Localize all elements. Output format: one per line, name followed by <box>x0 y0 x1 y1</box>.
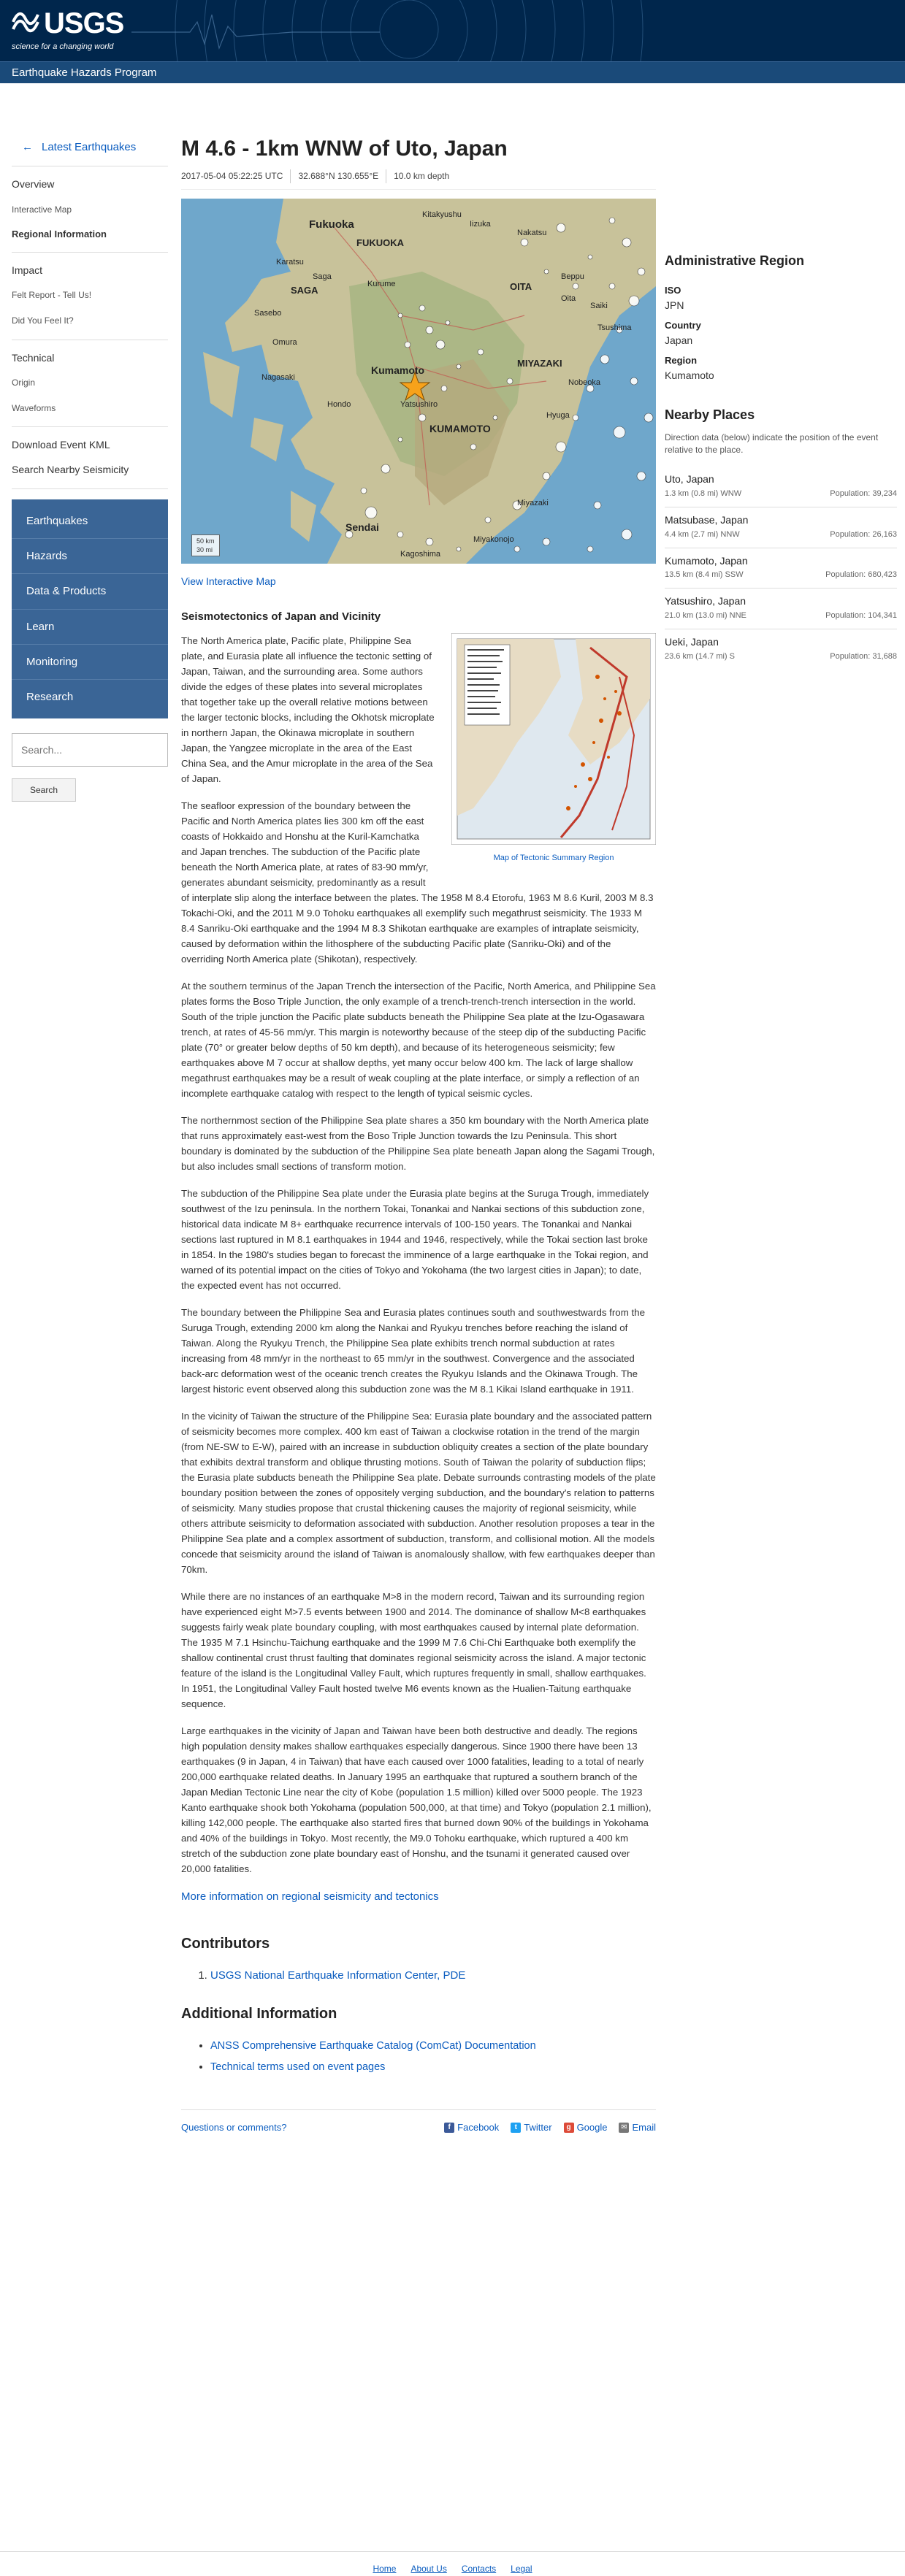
map-label-oita-pref: OITA <box>510 280 532 292</box>
map-label-kitakyushu: Kitakyushu <box>422 210 462 219</box>
nearby-places-description: Direction data (below) indicate the position of the event relative to the place. <box>665 432 879 456</box>
place-name: Ueki, Japan <box>665 636 719 648</box>
map-label-sasebo: Sasebo <box>254 308 282 318</box>
place-distance: 21.0 km (13.0 mi) NNE <box>665 611 746 621</box>
contributor-item <box>210 1964 656 1987</box>
additional-info-item <box>210 2057 656 2077</box>
map-label-fukuoka: Fukuoka <box>309 218 354 231</box>
additional-info-item <box>210 2036 656 2056</box>
map-scale <box>191 534 220 556</box>
place-population: Population: 680,423 <box>825 570 897 580</box>
event-map[interactable] <box>181 199 656 564</box>
additional-info-title: Additional Information <box>181 2006 337 2023</box>
place-details <box>665 488 897 500</box>
nearby-place <box>665 588 897 629</box>
page-title: M 4.6 - 1km WNW of Uto, Japan <box>181 137 508 161</box>
latest-earthquakes-label: Latest Earthquakes <box>42 141 137 153</box>
usgs-wave-icon <box>12 10 39 35</box>
region-label: Region <box>665 354 698 366</box>
email-icon: ✉ <box>619 2123 629 2133</box>
nav-item-earthquakes[interactable]: Earthquakes <box>12 504 168 539</box>
paragraph: In the vicinity of Taiwan the structure of the Philippine Sea: Eurasia plate boundary and the associated pattern of seismicity becomes more complex. 400 km east of Taiwan a clockwise rotation in the trend of the margin (from NE-SW to E-W), paired with an increase in subduction obliquity creates a section of the plate boundary that exhibits dextral transform and oblique thrusting motions. South of Taiwan the polarity of subduction flips; the Eurasia plate subducts beneath the Philippine Sea plate. Debate surrounds contrasting models of the plate boundary position between the zones of oppositely verging subduction, and the boundary's relation to patterns of seismicity. Many studies propose that crustal thickening causes the majority of regional seismicity, while others attribute seismicity to deformation associated with subduction. Another resolution proposes a tear in the Philippine Sea plate and a complex assortment of subduction, transform, and collisional motion. All the models concede that seismicity around the island of Taiwan is anomalously shallow, with few earthquakes deeper than 70km. <box>181 1410 656 1575</box>
sidebar <box>12 134 168 802</box>
paragraph: Large earthquakes in the vicinity of Japan and Taiwan have been both destructive and deadly. The regions high population density makes shallow earthquakes especially dangerous. Since 1900 there have been 13 earthquakes (9 in Japan, 4 in Taiwan) that have each caused over 1000 fatalities, leading to a total of nearly 200,000 earthquake related deaths. In January 1995 an earthquake that ruptured a southern branch of the Japan Median Tectonic Line near the city of Kobe (population 1.5 million) killed over 5000 people. The 1923 Kanto earthquake shook both Yokohama (population 500,000, at that time) and Tokyo (population 2.1 million), killing 142,000 people. The earthquake also started fires that burned down 90% of the buildings in Yokohama and 40% of the buildings in Tokyo. Most recently, the M9.0 Tohoku earthquake, which ruptured a 400 km stretch of the subduction zone plate boundary east of Honshu, and the tsunami it generated caused over 20,000 fatalities. <box>181 1725 652 1874</box>
map-label-karatsu: Karatsu <box>276 257 304 267</box>
footer-link-home[interactable]: Home <box>373 2564 397 2574</box>
event-coordinates: 32.688°N 130.655°E <box>290 169 386 183</box>
tectonic-map-link[interactable]: Map of Tectonic Summary Region <box>493 853 614 862</box>
sidebar-group-1 <box>12 253 168 340</box>
map-label-miyazaki-city: Miyazaki <box>517 498 549 507</box>
share-facebook-link[interactable] <box>444 2120 499 2135</box>
additional-info-link[interactable]: ANSS Comprehensive Earthquake Catalog (ComCat) Documentation <box>210 2040 536 2052</box>
map-label-miyazaki-pref: MIYAZAKI <box>517 357 562 369</box>
paragraph: The northernmost section of the Philippine Sea plate shares a 350 km boundary with the North America plate that runs approximately east-west from the Boso Triple Junction towards the Izu Peninsula. This short boundary is dominated by the subduction of the Philippine Sea plate beneath Japan along the Sagami Trough, but also includes small sections of transform motion. <box>181 1114 655 1172</box>
place-name: Kumamoto, Japan <box>665 554 748 567</box>
site-header <box>0 0 905 61</box>
usgs-tagline: science for a changing world <box>12 42 114 51</box>
page-footer-bar <box>181 2109 656 2135</box>
additional-info-list <box>181 2036 656 2077</box>
google-icon: g <box>564 2123 574 2133</box>
search-button[interactable]: Search <box>12 778 76 802</box>
map-label-kumamoto-pref: KUMAMOTO <box>429 422 491 434</box>
share-google-link[interactable] <box>564 2120 608 2135</box>
map-label-saga-pref: SAGA <box>291 284 318 296</box>
view-interactive-map-link[interactable]: View Interactive Map <box>181 575 276 587</box>
map-label-iizuka: Iizuka <box>470 219 491 229</box>
place-distance: 13.5 km (8.4 mi) SSW <box>665 570 744 580</box>
map-label-nobeoka: Nobeoka <box>568 377 601 387</box>
contributors-title: Contributors <box>181 1935 270 1952</box>
map-label-oita-city: Oita <box>561 294 576 303</box>
iso-value: JPN <box>665 299 684 312</box>
share-email-link[interactable] <box>619 2120 656 2135</box>
nearby-places-list <box>665 467 897 670</box>
sidebar-item-waveforms[interactable]: Waveforms <box>12 402 56 413</box>
nearby-places-title: Nearby Places <box>665 407 755 423</box>
place-name: Matsubase, Japan <box>665 514 749 526</box>
place-name: Uto, Japan <box>665 473 714 486</box>
search-input[interactable] <box>12 733 168 767</box>
sidebar-group-3 <box>12 427 168 488</box>
tectonics-section-title: Seismotectonics of Japan and Vicinity <box>181 610 381 624</box>
place-population: Population: 39,234 <box>830 488 897 498</box>
nav-item-hazards[interactable]: Hazards <box>12 539 168 574</box>
map-label-hyuga: Hyuga <box>546 410 570 420</box>
sidebar-item-regional-information[interactable]: Regional Information <box>12 228 107 239</box>
nearby-place <box>665 629 897 670</box>
map-label-kagoshima: Kagoshima <box>400 549 441 559</box>
tectonic-figure[interactable] <box>451 633 656 865</box>
sidebar-group-0 <box>12 166 168 252</box>
place-details <box>665 569 897 581</box>
map-label-fukuoka-pref: FUKUOKA <box>356 237 404 248</box>
share-label: Google <box>576 2121 608 2133</box>
sidebar-group-2 <box>12 340 168 428</box>
place-distance: 1.3 km (0.8 mi) WNW <box>665 488 742 498</box>
nav-item-research[interactable]: Research <box>26 691 74 704</box>
facebook-icon: f <box>444 2123 454 2133</box>
questions-link[interactable]: Questions or comments? <box>181 2121 287 2133</box>
share-label: Twitter <box>524 2121 552 2133</box>
map-scale-km: 50 km <box>196 537 215 545</box>
footer-link-legal[interactable]: Legal <box>511 2564 532 2574</box>
footer-link-about-us[interactable]: About Us <box>411 2564 447 2574</box>
map-label-hondo: Hondo <box>327 399 351 409</box>
share-label: Email <box>632 2121 656 2133</box>
place-details <box>665 651 897 663</box>
iso-label: ISO <box>665 284 681 296</box>
map-label-tsushima: Tsushima <box>597 323 632 332</box>
event-sidebar <box>665 251 897 670</box>
sidebar-item-did-you-feel-it[interactable]: Did You Feel It? <box>12 315 74 326</box>
place-population: Population: 31,688 <box>830 651 897 661</box>
event-time: 2017-05-04 05:22:25 UTC <box>181 171 283 181</box>
header-wave-graphic <box>0 0 905 61</box>
footer-link-contacts[interactable]: Contacts <box>461 2564 497 2574</box>
sidebar-item-felt-report-tell-us[interactable]: Felt Report - Tell Us! <box>12 290 92 301</box>
program-bar[interactable]: Earthquake Hazards Program <box>0 61 905 83</box>
map-label-saga-city: Saga <box>313 272 332 281</box>
social-links <box>444 2120 656 2135</box>
more-regional-info-link[interactable]: More information on regional seismicity and tectonics <box>181 1890 439 1903</box>
paragraph: At the southern terminus of the Japan Trench the intersection of the Pacific, North America, and Philippine Sea plates forms the Boso Triple Junction, the only example of a trench-trench-trench intersection in the world. South of the triple junction the Pacific plate subducts beneath the Philippine Sea plate at the Izu-Ogasawara trench, at rates of 45-56 mm/yr. This margin is noteworthy because of the steep dip of the subducting Pacific plate (70° or greater below depths of 50 km depth), and because of its heterogeneous seismicity; few earthquakes above M 7 occur at shallow depths, yet many occur below 400 km. The lack of large shallow megathrust earthquakes may be a result of weak coupling at the plate interface, or simply a reflection of an incomplete earthquake catalog with respect to the length of typical seismic cycles. <box>181 980 656 1099</box>
nav-item-learn[interactable]: Learn <box>12 610 168 645</box>
arrow-left-icon: ← <box>22 141 33 153</box>
place-population: Population: 26,163 <box>830 529 897 539</box>
nearby-place <box>665 507 897 548</box>
map-scale-mi: 30 mi <box>196 545 213 553</box>
sidebar-item-impact[interactable]: Impact <box>12 264 43 276</box>
country-value: Japan <box>665 334 693 346</box>
region-value: Kumamoto <box>665 369 714 381</box>
site-nav <box>12 499 168 719</box>
place-name: Yatsushiro, Japan <box>665 595 746 607</box>
sidebar-item-search-nearby-seismicity[interactable]: Search Nearby Seismicity <box>12 464 129 476</box>
nearby-place <box>665 467 897 507</box>
map-label-kurume: Kurume <box>367 279 396 288</box>
latest-earthquakes-link[interactable] <box>12 134 168 166</box>
map-label-saiki: Saiki <box>590 301 608 310</box>
paragraph: The subduction of the Philippine Sea plate under the Eurasia plate begins at the Suruga Trough, immediately southwest of the Izu peninsula. In the northern Tokai, Tonankai and Nankai sections of this subduction zone, historical data indicate M 8+ earthquake recurrence intervals of 100-150 years. The Tonankai and Nankai sections last ruptured in M 8.1 earthquakes in 1944 and 1946, respectively, while the Tokai section last broke in 1854. In the 1980's studies began to forecast the imminence of a large earthquake in the Tokai region, and warned of its potential impact on the cities of Tokyo and Yokohama (the two largest cities in Japan); to date, the expected event has not occurred. <box>181 1187 649 1291</box>
contributor-link[interactable]: USGS National Earthquake Information Center, PDE <box>210 1969 466 1982</box>
map-label-sendai: Sendai <box>345 521 379 533</box>
place-details <box>665 529 897 541</box>
contributors-list <box>181 1964 656 1987</box>
twitter-icon: t <box>511 2123 521 2133</box>
nav-item-monitoring[interactable]: Monitoring <box>12 645 168 680</box>
map-graphic <box>181 199 656 564</box>
nearby-place <box>665 548 897 589</box>
event-depth: 10.0 km depth <box>386 169 457 183</box>
map-label-beppu: Beppu <box>561 272 584 281</box>
usgs-wordmark: USGS <box>44 7 124 39</box>
sidebar-item-interactive-map[interactable]: Interactive Map <box>12 204 72 215</box>
map-label-yatsushiro: Yatsushiro <box>400 399 438 409</box>
map-label-nakatsu: Nakatsu <box>517 228 547 237</box>
nav-item-data-products[interactable]: Data & Products <box>12 574 168 609</box>
share-twitter-link[interactable] <box>511 2120 551 2135</box>
sidebar-item-download-event-kml[interactable]: Download Event KML <box>12 439 110 451</box>
map-label-miyakonojo: Miyakonojo <box>473 534 514 544</box>
place-details <box>665 610 897 622</box>
admin-region-title: Administrative Region <box>665 253 805 268</box>
country-label: Country <box>665 319 701 331</box>
place-population: Population: 104,341 <box>825 611 897 621</box>
additional-info-link[interactable]: Technical terms used on event pages <box>210 2061 386 2073</box>
tectonic-map-image <box>451 633 656 845</box>
paragraph: While there are no instances of an earthquake M>8 in the modern record, Taiwan and its surrounding region have experienced eight M>7.5 events between 1900 and 2014. The dominance of shallow M<8 earthquakes suggests fairly weak plate boundary coupling, with most earthquakes caused by internal plate deformation. The 1935 M 7.1 Hsinchu-Taichung earthquake and the 1999 M 7.6 Chi-Chi Earthquake both exemplify the shallow continental crust thrust faulting that dominates regional seismicity across the island. A major tectonic feature of the island is the Longitudinal Valley Fault, which ruptures frequently in small, shallow earthquakes. In 1951, the Longitudinal Valley Fault hosted twelve M6 events known as the Hualien-Taitung earthquake sequence. <box>181 1590 646 1709</box>
sidebar-item-overview[interactable]: Overview <box>12 178 55 191</box>
map-label-omura: Omura <box>272 337 297 347</box>
footer-links <box>0 2551 905 2576</box>
paragraph: The North America plate, Pacific plate, Philippine Sea plate, and Eurasia plate all influence the tectonic setting of Japan, Taiwan, and the surrounding area. Some authors divide the edges of these plates into several microplates that together take up the overall relative motions between the larger tectonic blocks, including the Okhotsk microplate in northern Japan, the Okinawa microplate in southern Japan, the Yangzee microplate in the area of the East China Sea, and the Amur microplate in the area of the Sea of Japan. <box>181 635 435 784</box>
sidebar-item-technical[interactable]: Technical <box>12 351 55 364</box>
main-content <box>181 134 656 2135</box>
share-label: Facebook <box>457 2121 500 2133</box>
sidebar-item-origin[interactable]: Origin <box>12 377 36 388</box>
map-label-kumamoto-city: Kumamoto <box>371 364 425 376</box>
usgs-logo[interactable] <box>12 7 124 39</box>
paragraph: The seafloor expression of the boundary between the Pacific and North America plates lies 300 km off the east coasts of Hokkaido and Honshu at the Kuril-Kamchatka and Japan trenches. The subduction of the Pacific plate beneath the North America plate, at rates of 83-90 mm/yr, generates abundant seismicity, predominantly as a result of interplate slip along the interface between the plates. The 1958 M 8.4 Etorofu, 1963 M 8.6 Kuril, 2003 M 8.3 Tokachi-Oki, and the 2011 M 9.0 Tohoku earthquakes all exemplify such megathrust seismicity. The 1933 M 8.4 Sanriku-Oki earthquake and the 1994 M 8.3 Shikotan earthquake are examples of intraplate seismicity, caused by deformation within the lithosphere of the subducting Pacific plate (Sanriku-Oki) and of the overriding North America plate (Shikotan), respectively. <box>181 800 654 965</box>
place-distance: 4.4 km (2.7 mi) NNW <box>665 529 740 539</box>
paragraph: The boundary between the Philippine Sea and Eurasia plates continues south and southwestwards from the Suruga Trough, extending 2000 km along the Nankai and Ryukyu trenches before reaching the island of Taiwan. Along the Ryukyu Trench, the Philippine Sea plate exhibits trench normal subduction at rates increasing from 48 mm/yr in the northeast to 65 mm/yr in the southwest. Convergence and the associated back-arc deformation west of the oceanic trench creates the Ryukyu Islands and the Okinawa Trough. The largest historic event observed along this subduction zone was the M 8.1 Kikai Island earthquake in 1911. <box>181 1306 645 1395</box>
map-label-nagasaki: Nagasaki <box>261 372 295 382</box>
event-meta <box>181 169 656 190</box>
place-distance: 23.6 km (14.7 mi) S <box>665 651 735 661</box>
